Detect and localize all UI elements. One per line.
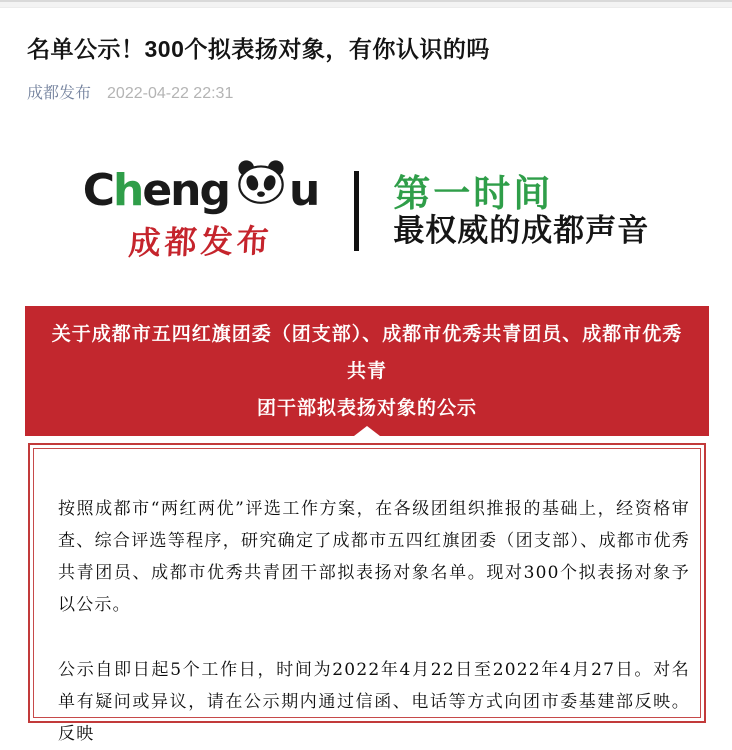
- source-account-link[interactable]: 成都发布: [27, 85, 92, 102]
- publish-timestamp: 2022-04-22 22:31: [107, 85, 234, 102]
- notice-paragraph-1: 按照成都市“两红两优”评选工作方案，在各级团组织推报的基础上，经资格审查、综合评选等程序，研究确定了成都市五四红旗团委（团支部）、成都市优秀共青团员、成都市优秀共青团干部拟表扬对象名单。现对300个拟表扬对象予以公示。: [58, 499, 690, 615]
- logo-slogan-line2: 最权威的成都声音: [393, 213, 650, 249]
- banner-bottom-notch: [354, 426, 380, 436]
- wordmark-letters-eng: eng: [142, 165, 229, 216]
- byline: [27, 80, 732, 103]
- wordmark-letter-c: C: [82, 165, 113, 216]
- logo-slogan-group: [393, 173, 649, 249]
- wordmark-letter-u: u: [288, 165, 319, 216]
- panda-icon: [235, 159, 287, 213]
- banner-title-line1: 关于成都市五四红旗团委（团支部）、成都市优秀共青团员、成都市优秀共青: [51, 324, 683, 382]
- logo-slogan-line1: 第一时间: [393, 171, 554, 215]
- article-title: 名单公示！300个拟表扬对象，有你认识的吗: [27, 36, 490, 62]
- logo-wordmark: [82, 159, 319, 216]
- logo-divider-bar: [354, 171, 359, 251]
- banner-title-line2: 团干部拟表扬对象的公示: [256, 398, 477, 419]
- notice-content: [33, 448, 701, 744]
- logo-calligraphy: 成都发布: [127, 221, 274, 263]
- page-top-strip: [0, 0, 732, 8]
- logo-wordmark-group: [83, 159, 319, 263]
- announcement-title-banner: [25, 306, 709, 436]
- notice-bordered-box: [28, 443, 706, 744]
- wordmark-letter-h: h: [112, 165, 143, 216]
- chengdu-fabu-logo: [0, 145, 732, 277]
- notice-paragraph-2: 公示自即日起5个工作日，时间为2022年4月22日至2022年4月27日。对名单有疑问或异议，请在公示期内通过信函、电话等方式向团市委基建部反映。反映: [58, 660, 690, 744]
